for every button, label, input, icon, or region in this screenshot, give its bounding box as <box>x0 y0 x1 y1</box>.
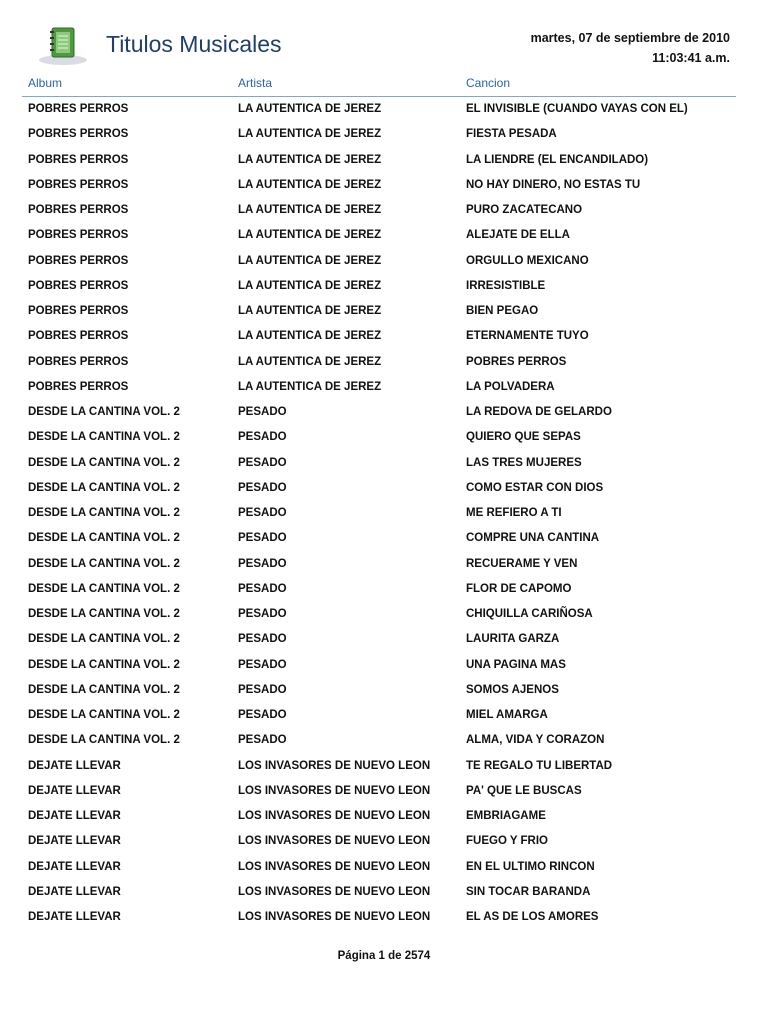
album-cell: POBRES PERROS <box>28 254 129 267</box>
album-cell: DESDE LA CANTINA VOL. 2 <box>28 633 180 646</box>
table-row <box>0 552 768 577</box>
album-cell: POBRES PERROS <box>28 128 129 141</box>
table-row <box>0 122 768 147</box>
column-header-cancion: Cancion <box>466 76 511 90</box>
cancion-cell: TE REGALO TU LIBERTAD <box>466 759 613 772</box>
cancion-cell: ALEJATE DE ELLA <box>466 229 570 242</box>
artista-cell: PESADO <box>238 456 287 469</box>
table-row <box>0 148 768 173</box>
album-cell: DEJATE LLEVAR <box>28 911 121 923</box>
table-row <box>0 350 768 375</box>
artista-cell: PESADO <box>238 532 287 545</box>
artista-cell: PESADO <box>238 406 287 418</box>
table-row <box>0 728 768 753</box>
cancion-cell: ALMA, VIDA Y CORAZON <box>466 734 605 747</box>
table-row <box>0 425 768 450</box>
album-cell: DEJATE LLEVAR <box>28 810 121 822</box>
album-cell: POBRES PERROS <box>28 229 129 242</box>
cancion-cell: FUEGO Y FRIO <box>466 835 549 848</box>
album-cell: DESDE LA CANTINA VOL. 2 <box>28 431 180 444</box>
artista-cell: PESADO <box>238 658 287 671</box>
cancion-cell: BIEN PEGAO <box>466 305 539 317</box>
album-cell: DESDE LA CANTINA VOL. 2 <box>28 734 180 747</box>
artista-cell: LOS INVASORES DE NUEVO LEON <box>238 784 431 797</box>
artista-cell: PESADO <box>238 734 287 747</box>
artista-cell: PESADO <box>238 582 287 595</box>
cancion-cell: LA POLVADERA <box>466 380 555 393</box>
album-cell: DESDE LA CANTINA VOL. 2 <box>28 481 180 494</box>
cancion-cell: EMBRIAGAME <box>466 810 546 822</box>
album-cell: DESDE LA CANTINA VOL. 2 <box>28 683 180 696</box>
table-row <box>0 223 768 248</box>
table-row <box>0 602 768 627</box>
album-cell: POBRES PERROS <box>28 305 129 317</box>
cancion-cell: LAURITA GARZA <box>466 633 560 646</box>
album-cell: DEJATE LLEVAR <box>28 860 121 873</box>
report-header <box>0 0 768 96</box>
album-cell: DEJATE LLEVAR <box>28 784 121 797</box>
table-row <box>0 274 768 299</box>
cancion-cell: FIESTA PESADA <box>466 128 557 141</box>
artista-cell: PESADO <box>238 709 287 721</box>
table-row <box>0 703 768 728</box>
cancion-cell: POBRES PERROS <box>466 355 567 368</box>
cancion-cell: ETERNAMENTE TUYO <box>466 330 589 343</box>
artista-cell: LA AUTENTICA DE JEREZ <box>238 178 382 191</box>
cancion-cell: COMPRE UNA CANTINA <box>466 532 600 545</box>
table-row <box>0 324 768 349</box>
notebook-icon <box>38 26 88 66</box>
cancion-cell: QUIERO QUE SEPAS <box>466 431 581 444</box>
cancion-cell: EL AS DE LOS AMORES <box>466 911 599 923</box>
album-cell: DESDE LA CANTINA VOL. 2 <box>28 557 180 570</box>
album-cell: POBRES PERROS <box>28 330 129 343</box>
artista-cell: LA AUTENTICA DE JEREZ <box>238 128 382 141</box>
artista-cell: LA AUTENTICA DE JEREZ <box>238 305 382 317</box>
cancion-cell: FLOR DE CAPOMO <box>466 582 572 595</box>
artista-cell: PESADO <box>238 633 287 646</box>
album-cell: POBRES PERROS <box>28 178 129 191</box>
artista-cell: LA AUTENTICA DE JEREZ <box>238 279 382 292</box>
table-row <box>0 905 768 930</box>
report-datetime <box>531 28 730 68</box>
artista-cell: LOS INVASORES DE NUEVO LEON <box>238 885 431 898</box>
cancion-cell: LAS TRES MUJERES <box>466 456 582 469</box>
cancion-cell: NO HAY DINERO, NO ESTAS TU <box>466 178 641 191</box>
table-row <box>0 476 768 501</box>
table-row <box>0 754 768 779</box>
artista-cell: PESADO <box>238 608 287 620</box>
table-row <box>0 577 768 602</box>
album-cell: POBRES PERROS <box>28 380 129 393</box>
report-title: Titulos Musicales <box>106 31 282 57</box>
cancion-cell: ORGULLO MEXICANO <box>466 254 589 267</box>
table-row <box>0 829 768 854</box>
artista-cell: LA AUTENTICA DE JEREZ <box>238 153 382 166</box>
album-cell: DEJATE LLEVAR <box>28 835 121 848</box>
cancion-cell: UNA PAGINA MAS <box>466 658 566 671</box>
table-row <box>0 627 768 652</box>
cancion-cell: EN EL ULTIMO RINCON <box>466 860 595 873</box>
cancion-cell: LA LIENDRE (EL ENCANDILADO) <box>466 153 649 166</box>
table-row <box>0 678 768 703</box>
artista-cell: PESADO <box>238 481 287 494</box>
artista-cell: LOS INVASORES DE NUEVO LEON <box>238 911 431 923</box>
album-cell: DESDE LA CANTINA VOL. 2 <box>28 709 180 721</box>
cancion-cell: SIN TOCAR BARANDA <box>466 885 591 898</box>
table-row <box>0 526 768 551</box>
artista-cell: LOS INVASORES DE NUEVO LEON <box>238 759 431 772</box>
cancion-cell: PA' QUE LE BUSCAS <box>466 784 582 797</box>
album-cell: DEJATE LLEVAR <box>28 885 121 898</box>
artista-cell: LOS INVASORES DE NUEVO LEON <box>238 860 431 873</box>
table-row <box>0 299 768 324</box>
artista-cell: LOS INVASORES DE NUEVO LEON <box>238 835 431 848</box>
album-cell: DESDE LA CANTINA VOL. 2 <box>28 658 180 671</box>
artista-cell: LOS INVASORES DE NUEVO LEON <box>238 810 431 822</box>
artista-cell: LA AUTENTICA DE JEREZ <box>238 380 382 393</box>
album-cell: DESDE LA CANTINA VOL. 2 <box>28 406 180 418</box>
artista-cell: PESADO <box>238 507 287 519</box>
table-row <box>0 249 768 274</box>
artista-cell: PESADO <box>238 431 287 444</box>
cancion-cell: PURO ZACATECANO <box>466 204 583 216</box>
table-row <box>0 451 768 476</box>
artista-cell: PESADO <box>238 557 287 570</box>
album-cell: DESDE LA CANTINA VOL. 2 <box>28 507 180 519</box>
cancion-cell: ME REFIERO A TI <box>466 507 562 519</box>
artista-cell: LA AUTENTICA DE JEREZ <box>238 254 382 267</box>
table-row <box>0 198 768 223</box>
table-row <box>0 501 768 526</box>
album-cell: POBRES PERROS <box>28 355 129 368</box>
artista-cell: LA AUTENTICA DE JEREZ <box>238 103 382 115</box>
song-table <box>0 97 768 930</box>
artista-cell: LA AUTENTICA DE JEREZ <box>238 355 382 368</box>
album-cell: DESDE LA CANTINA VOL. 2 <box>28 582 180 595</box>
artista-cell: LA AUTENTICA DE JEREZ <box>238 204 382 216</box>
album-cell: POBRES PERROS <box>28 153 129 166</box>
report-date: martes, 07 de septiembre de 2010 <box>530 31 730 45</box>
table-row <box>0 779 768 804</box>
cancion-cell: CHIQUILLA CARIÑOSA <box>466 608 593 620</box>
artista-cell: LA AUTENTICA DE JEREZ <box>238 330 382 343</box>
cancion-cell: SOMOS AJENOS <box>466 683 559 696</box>
cancion-cell: IRRESISTIBLE <box>466 279 546 292</box>
table-row <box>0 375 768 400</box>
table-row <box>0 173 768 198</box>
album-cell: POBRES PERROS <box>28 279 129 292</box>
album-cell: POBRES PERROS <box>28 103 129 115</box>
table-row <box>0 880 768 905</box>
column-header-album: Album <box>28 76 63 90</box>
album-cell: DESDE LA CANTINA VOL. 2 <box>28 608 180 620</box>
cancion-cell: EL INVISIBLE (CUANDO VAYAS CON EL) <box>466 103 688 115</box>
album-cell: DESDE LA CANTINA VOL. 2 <box>28 456 180 469</box>
page-number: Página 1 de 2574 <box>337 950 431 962</box>
cancion-cell: COMO ESTAR CON DIOS <box>466 481 604 494</box>
cancion-cell: LA REDOVA DE GELARDO <box>466 406 612 418</box>
table-row <box>0 804 768 829</box>
cancion-cell: MIEL AMARGA <box>466 709 548 721</box>
album-cell: DEJATE LLEVAR <box>28 759 121 772</box>
artista-cell: LA AUTENTICA DE JEREZ <box>238 229 382 242</box>
cancion-cell: RECUERAME Y VEN <box>466 557 578 570</box>
table-row <box>0 855 768 880</box>
album-cell: DESDE LA CANTINA VOL. 2 <box>28 532 180 545</box>
report-time: 11:03:41 a.m. <box>652 51 730 65</box>
table-row <box>0 653 768 678</box>
table-row <box>0 400 768 425</box>
album-cell: POBRES PERROS <box>28 204 129 216</box>
table-row <box>0 97 768 122</box>
artista-cell: PESADO <box>238 683 287 696</box>
column-header-artista: Artista <box>238 76 273 90</box>
